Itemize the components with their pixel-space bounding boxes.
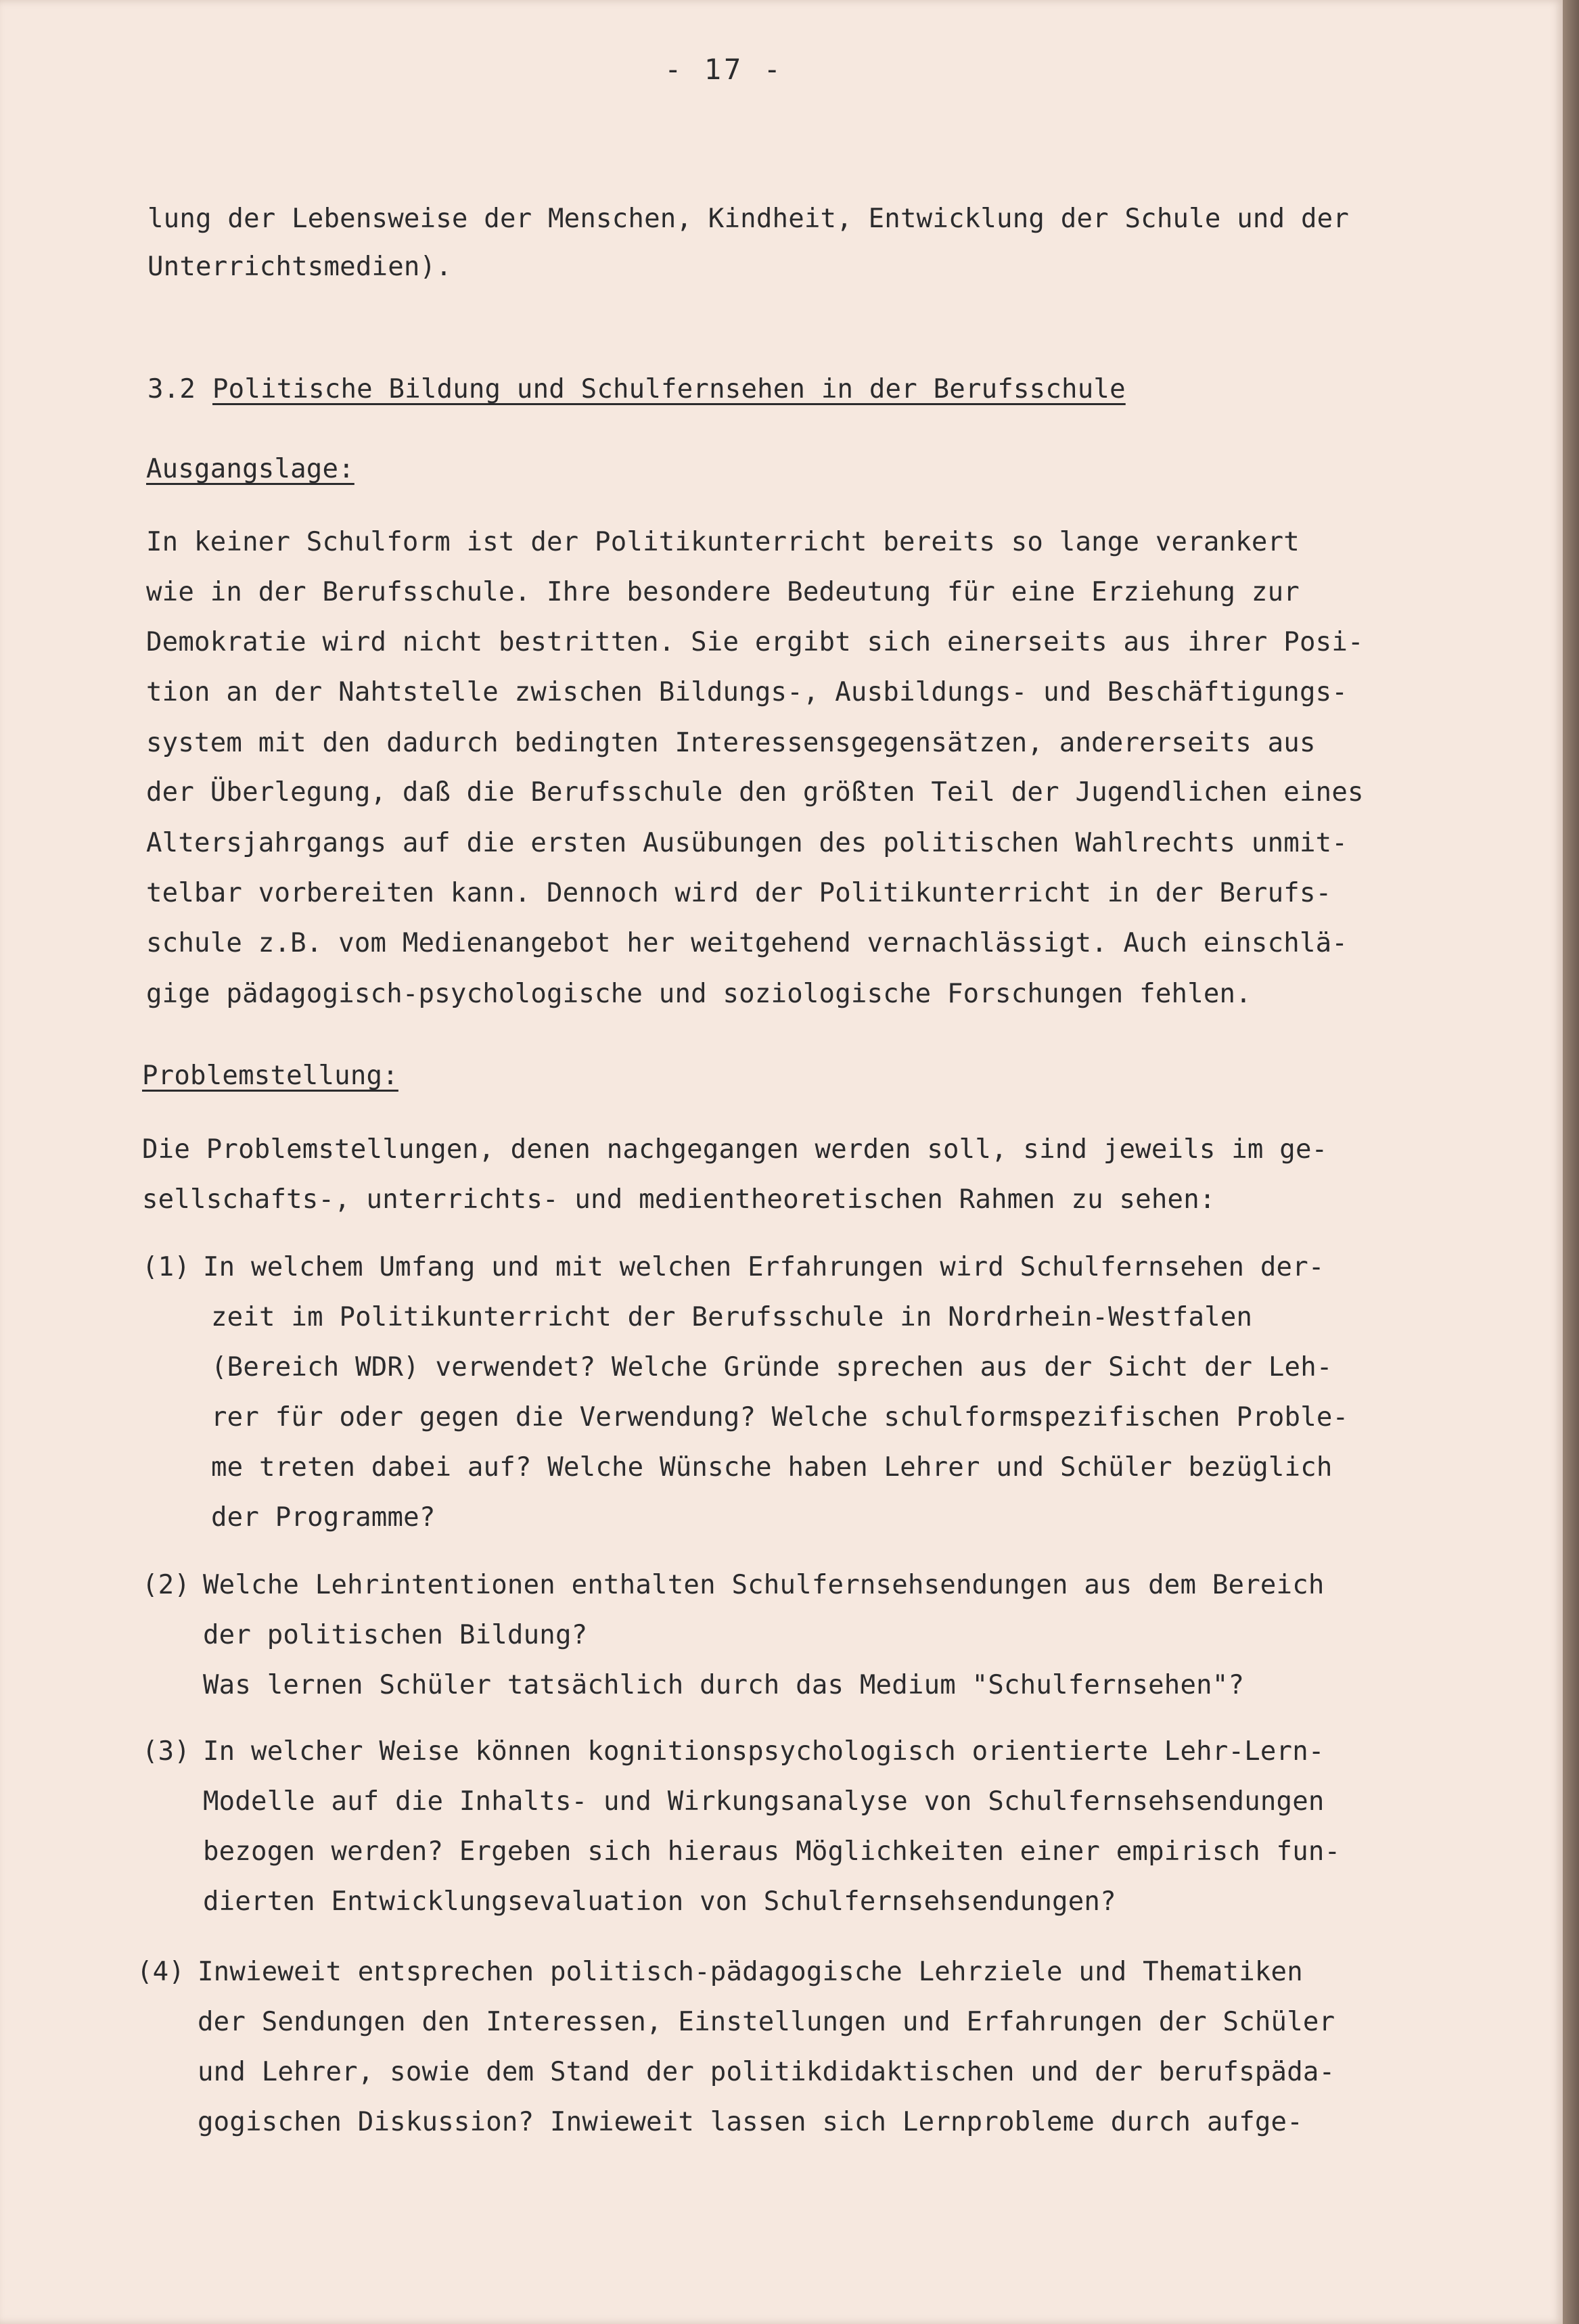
ausgangslage-heading-text: Ausgangslage: <box>146 454 354 484</box>
item-number: (1) <box>142 1252 191 1282</box>
ausgangslage-line: der Überlegung, daß die Berufsschule den größten Teil der Jugendlichen eines <box>146 777 1364 808</box>
item-line: Welche Lehrintentionen enthalten Schulfernsehsendungen aus dem Bereich <box>203 1570 1325 1600</box>
item-number: (4) <box>137 1957 185 1987</box>
ausgangslage-line: telbar vorbereiten kann. Dennoch wird der Politikunterricht in der Berufs- <box>146 878 1332 908</box>
problemstellung-heading <box>142 1060 398 1092</box>
item-line: bezogen werden? Ergeben sich hieraus Möglichkeiten einer empirisch fun- <box>203 1836 1341 1867</box>
intro-line: lung der Lebensweise der Menschen, Kindheit, Entwicklung der Schule und der <box>147 204 1349 234</box>
item-line: In welchem Umfang und mit welchen Erfahrungen wird Schulfernsehen der- <box>203 1252 1325 1282</box>
item-line: und Lehrer, sowie dem Stand der politikdidaktischen und der berufspäda- <box>198 2057 1335 2087</box>
item-line: In welcher Weise können kognitionspsychologisch orientierte Lehr-Lern- <box>203 1736 1325 1767</box>
ausgangslage-line: Demokratie wird nicht bestritten. Sie ergibt sich einerseits aus ihrer Posi- <box>146 627 1364 657</box>
ausgangslage-line: wie in der Berufsschule. Ihre besondere Bedeutung für eine Erziehung zur <box>146 577 1300 607</box>
ausgangslage-line: gige pädagogisch-psychologische und soziologische Forschungen fehlen. <box>146 979 1252 1009</box>
ausgangslage-line: In keiner Schulform ist der Politikunterricht bereits so lange verankert <box>146 527 1300 557</box>
ausgangslage-line: Altersjahrgangs auf die ersten Ausübungen des politischen Wahlrechts unmit- <box>146 828 1348 858</box>
item-line: zeit im Politikunterricht der Berufsschule in Nordrhein-Westfalen <box>211 1302 1253 1332</box>
problemstellung-heading-text: Problemstellung: <box>142 1061 398 1091</box>
problemstellung-intro-line: Die Problemstellungen, denen nachgegangen werden soll, sind jeweils im ge- <box>142 1134 1328 1165</box>
problem-item-2 <box>142 1569 1325 1602</box>
item-line: Inwieweit entsprechen politisch-pädagogische Lehrziele und Thematiken <box>198 1957 1303 1987</box>
item-line: der politischen Bildung? <box>203 1620 588 1650</box>
section-heading <box>147 373 1126 406</box>
intro-line: Unterrichtsmedien). <box>147 252 452 282</box>
item-number: (2) <box>142 1570 191 1600</box>
ausgangslage-heading <box>146 453 354 486</box>
section-title: Politische Bildung und Schulfernsehen in der Berufsschule <box>212 374 1126 404</box>
problem-item-1 <box>142 1251 1325 1284</box>
page-number: - 17 - <box>664 53 783 86</box>
problem-item-4 <box>137 1956 1303 1989</box>
item-line: Was lernen Schüler tatsächlich durch das Medium "Schulfernsehen"? <box>203 1670 1245 1700</box>
item-line: der Programme? <box>211 1502 436 1533</box>
item-line: der Sendungen den Interessen, Einstellungen und Erfahrungen der Schüler <box>198 2007 1335 2037</box>
ausgangslage-line: system mit den dadurch bedingten Interessensgegensätzen, andererseits aus <box>146 728 1316 758</box>
ausgangslage-line: schule z.B. vom Medienangebot her weitgehend vernachlässigt. Auch einschlä- <box>146 928 1348 958</box>
item-line: gogischen Diskussion? Inwieweit lassen sich Lernprobleme durch aufge- <box>198 2107 1303 2137</box>
page-edge <box>1563 0 1579 2324</box>
item-line: Modelle auf die Inhalts- und Wirkungsanalyse von Schulfernsehsendungen <box>203 1786 1325 1817</box>
section-number: 3.2 <box>147 374 196 404</box>
problem-item-3 <box>142 1736 1325 1768</box>
item-line: me treten dabei auf? Welche Wünsche haben Lehrer und Schüler bezüglich <box>211 1452 1333 1483</box>
item-line: (Bereich WDR) verwendet? Welche Gründe sprechen aus der Sicht der Leh- <box>211 1352 1333 1382</box>
problemstellung-intro-line: sellschafts-, unterrichts- und medientheoretischen Rahmen zu sehen: <box>142 1184 1216 1215</box>
ausgangslage-line: tion an der Nahtstelle zwischen Bildungs-, Ausbildungs- und Beschäftigungs- <box>146 677 1348 707</box>
item-line: rer für oder gegen die Verwendung? Welche schulformspezifischen Proble- <box>211 1402 1349 1433</box>
item-number: (3) <box>142 1736 191 1767</box>
item-line: dierten Entwicklungsevaluation von Schulfernsehsendungen? <box>203 1886 1116 1917</box>
